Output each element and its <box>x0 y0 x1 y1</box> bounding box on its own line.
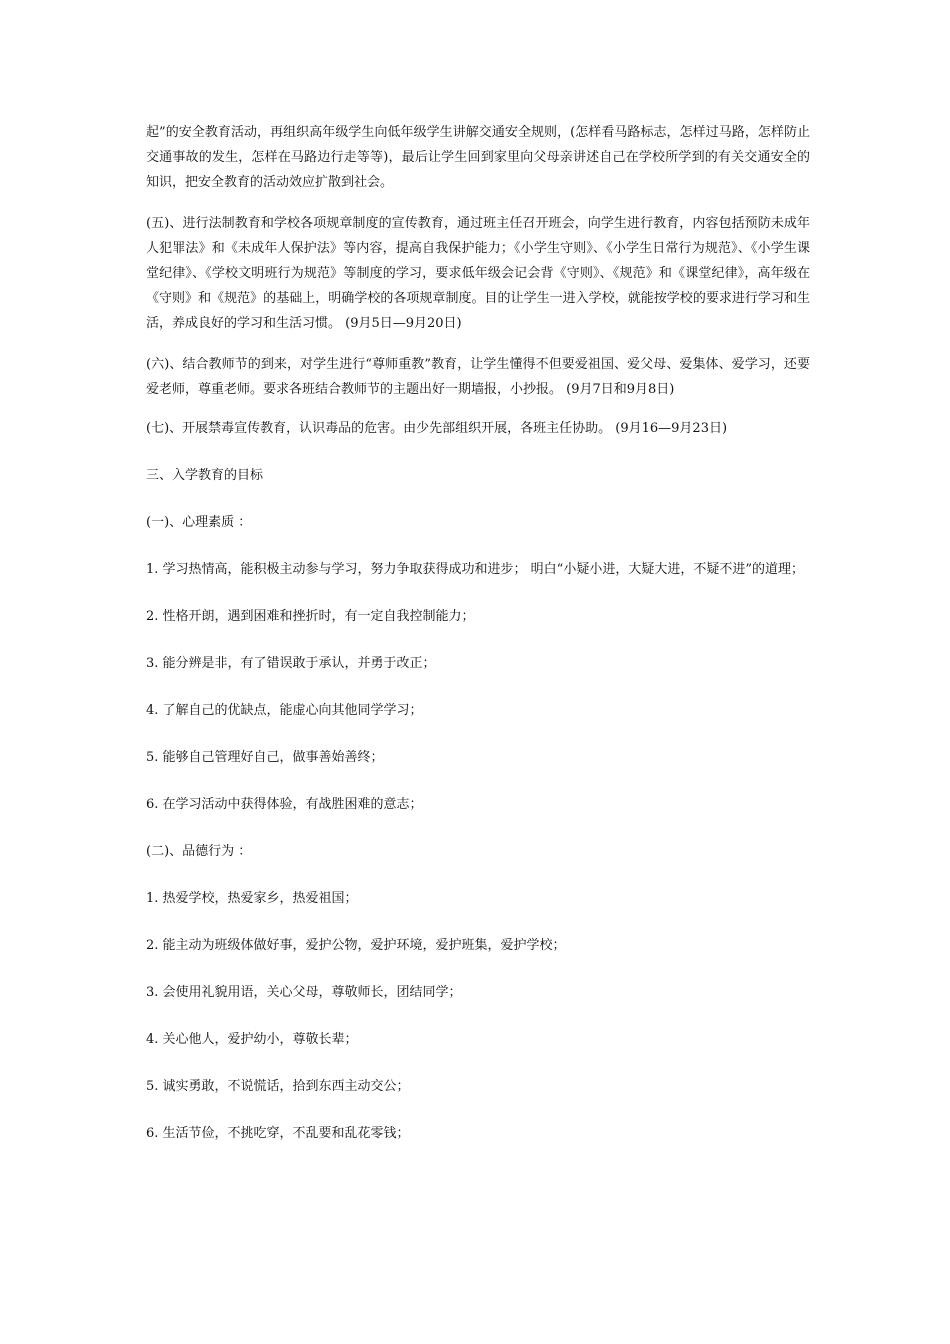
list-item: 3. 会使用礼貌用语，关心父母，尊敬师长，团结同学； <box>146 985 462 1000</box>
paragraph-anti-drug: (七)、开展禁毒宣传教育，认识毒品的危害。由少先部组织开展，各班主任协助。 (9月16—9月23日) <box>146 421 728 436</box>
list-item: 4. 关心他人，爱护幼小，尊敬长辈； <box>146 1032 358 1047</box>
list-item: 1. 学习热情高，能积极主动参与学习，努力争取获得成功和进步； 明白“小疑小进，大疑大进，不疑不进”的道理； <box>146 562 804 577</box>
list-item: 6. 生活节俭，不挑吃穿，不乱要和乱花零钱； <box>146 1126 410 1141</box>
list-item: 2. 能主动为班级体做好事，爱护公物，爱护环境，爱护班集，爱护学校； <box>146 938 566 953</box>
list-item: 2. 性格开朗，遇到困难和挫折时，有一定自我控制能力； <box>146 609 475 624</box>
list-item: 3. 能分辨是非，有了错误敢于承认，并勇于改正； <box>146 656 436 671</box>
subheading-psychology: (一)、心理素质 ： <box>146 515 252 530</box>
section-heading-goals: 三、入学教育的目标 <box>146 468 264 483</box>
subheading-morality: (二)、品德行为 ： <box>146 844 252 859</box>
paragraph-traffic-safety: 起”的安全教育活动，再组织高年级学生向低年级学生讲解交通安全规则，(怎样看马路标志，怎样过马路，怎样防止交通事故的发生，怎样在马路边行走等等)，最后让学生回到家里向父母亲讲述自己在学校所学到的有关交通安全的知识，把安全教育的活动效应扩散到社会。 <box>146 125 810 190</box>
paragraph-teachers-day: (六)、结合教师节的到来，对学生进行“尊师重教”教育，让学生懂得不但要爱祖国、爱父母、爱集体、爱学习，还要爱老师，尊重老师。要求各班结合教师节的主题出好一期墙报，小抄报。 (9月7日和9月8日) <box>146 357 810 397</box>
paragraph-legal-education: (五)、进行法制教育和学校各项规章制度的宣传教育，通过班主任召开班会，向学生进行教育，内容包括预防未成年人犯罪法》和《未成年人保护法》等内容，提高自我保护能力；《小学生守则》、《小学生日常行为规范》、《小学生课堂纪律》、《学校文明班行为规范》等制度的学习，要求低年级会记会背《守则》、《规范》和《课堂纪律》，高年级在《守则》和《规范》的基础上，明确学校的各项规章制度。目的让学生一进入学校，就能按学校的要求进行学习和生活，养成良好的学习和生活习惯。 (9月5日—9月20日) <box>146 216 810 331</box>
list-item: 5. 能够自己管理好自己，做事善始善终； <box>146 750 384 765</box>
document-page <box>146 120 810 1146</box>
list-item: 6. 在学习活动中获得体验，有战胜困难的意志； <box>146 797 423 812</box>
list-item: 5. 诚实勇敢，不说慌话，拾到东西主动交公； <box>146 1079 410 1094</box>
list-item: 1. 热爱学校，热爱家乡，热爱祖国； <box>146 891 358 906</box>
list-item: 4. 了解自己的优缺点，能虚心向其他同学学习； <box>146 703 423 718</box>
